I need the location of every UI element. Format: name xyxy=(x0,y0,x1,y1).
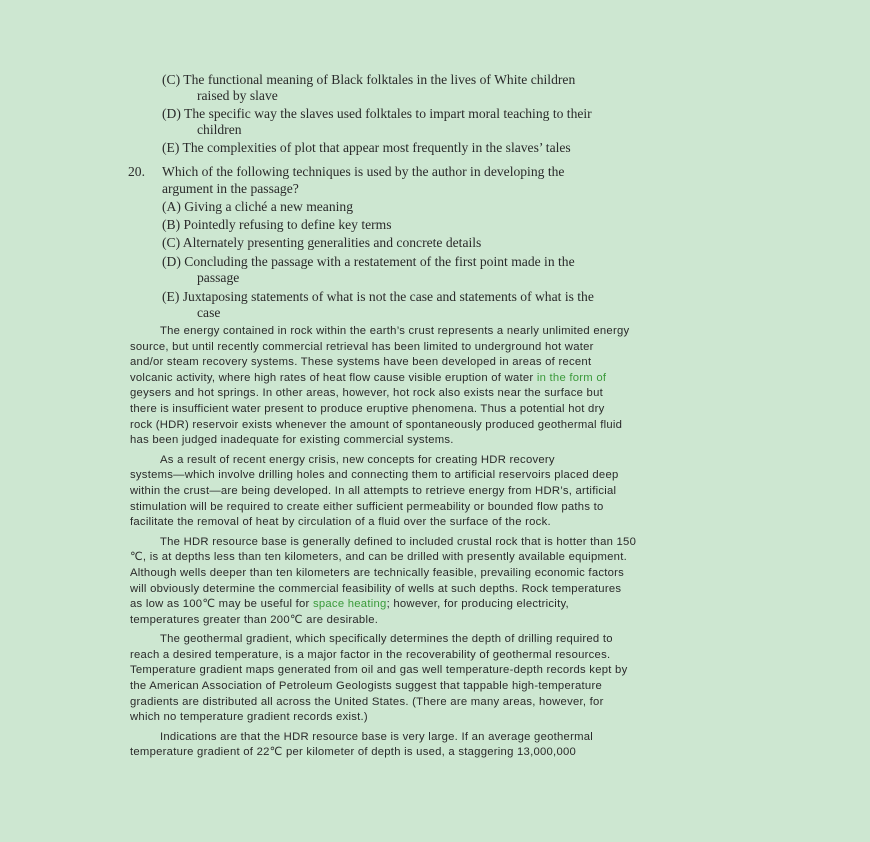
highlighted-phrase: space heating xyxy=(312,598,387,611)
passage-text: the American Association of Petroleum Geologists suggest that tappable high-temperature xyxy=(130,680,603,693)
passage-paragraph xyxy=(130,535,745,629)
option-label: (D) xyxy=(162,254,181,269)
passage-line xyxy=(130,468,745,484)
question-stem xyxy=(162,163,564,197)
passage-text: As a result of recent energy crisis, new concepts for creating HDR recovery xyxy=(160,453,555,466)
passage-line xyxy=(130,597,745,613)
prev-option-d xyxy=(162,106,592,138)
option-text-cont: children xyxy=(197,122,242,137)
passage-text: facilitate the removal of heat by circulation of a fluid over the surface of the rock. xyxy=(130,516,551,529)
passage-text: temperatures greater than 200℃ are desirable. xyxy=(130,613,379,626)
passage-text: geysers and hot springs. In other areas, however, hot rock also exists near the surface but xyxy=(130,387,603,400)
passage-paragraph xyxy=(130,632,745,726)
reading-passage xyxy=(130,324,745,765)
passage-text: within the crust—are being developed. In all attempts to retrieve energy from HDR’s, artificial xyxy=(130,484,617,497)
passage-line xyxy=(130,535,745,551)
passage-text: The HDR resource base is generally defined to included crustal rock that is hotter than 150 xyxy=(160,535,637,548)
passage-line xyxy=(130,710,745,726)
passage-text: rock (HDR) reservoir exists whenever the amount of spontaneously produced geothermal fluid xyxy=(130,418,623,431)
option-text-cont: case xyxy=(197,305,221,320)
option-d[interactable] xyxy=(162,254,575,286)
passage-text: temperature gradient of 22℃ per kilometer of depth is used, a staggering 13,000,000 xyxy=(130,746,577,759)
highlighted-phrase: in the form of xyxy=(536,371,607,384)
passage-line xyxy=(130,745,745,761)
passage-text: as low as 100℃ may be useful for xyxy=(130,598,313,611)
option-label: (D) xyxy=(162,106,181,121)
question-text: Which of the following techniques is used by the author in developing the xyxy=(162,164,565,179)
option-text: Juxtaposing statements of what is not the case and statements of what is the xyxy=(182,289,594,304)
option-text: The specific way the slaves used folktales to impart moral teaching to their xyxy=(184,106,592,121)
passage-text: gradients are distributed all across the United States. (There are many areas, however, for xyxy=(130,695,604,708)
passage-text: source, but until recently commercial retrieval has been limited to underground hot water xyxy=(130,340,594,353)
passage-line xyxy=(130,324,745,340)
passage-line xyxy=(130,371,745,387)
option-a[interactable] xyxy=(162,199,353,215)
passage-line xyxy=(130,355,745,371)
passage-line xyxy=(130,550,745,566)
option-c[interactable] xyxy=(162,235,481,251)
passage-text: The energy contained in rock within the earth’s crust represents a nearly unlimited energy xyxy=(160,325,630,337)
passage-text: which no temperature gradient records exist.) xyxy=(130,711,368,724)
option-text-cont: passage xyxy=(197,270,240,285)
option-e[interactable] xyxy=(162,289,594,321)
passage-line xyxy=(130,648,745,664)
passage-text: will obviously determine the commercial feasibility of wells at such depths. Rock temperatures xyxy=(130,582,622,595)
passage-text: reach a desired temperature, is a major factor in the recoverability of geothermal resources. xyxy=(130,648,611,661)
option-label: (A) xyxy=(162,199,181,214)
passage-line xyxy=(130,418,745,434)
option-b[interactable] xyxy=(162,217,392,233)
passage-text: there is insufficient water present to produce eruptive phenomena. Thus a potential hot dry xyxy=(130,402,605,415)
option-label: (C) xyxy=(162,235,181,250)
passage-line xyxy=(130,663,745,679)
passage-line xyxy=(130,730,745,746)
option-text: Alternately presenting generalities and concrete details xyxy=(182,235,482,250)
passage-line xyxy=(130,566,745,582)
option-label: (B) xyxy=(162,217,181,232)
passage-text: has been judged inadequate for existing commercial systems. xyxy=(130,434,454,447)
question-number: 20. xyxy=(128,164,145,179)
passage-text: volcanic activity, where high rates of heat flow cause visible eruption of water xyxy=(130,371,537,384)
passage-line xyxy=(130,679,745,695)
passage-paragraph xyxy=(130,730,745,761)
prev-option-c xyxy=(162,72,575,104)
passage-line xyxy=(130,515,745,531)
question-text: argument in the passage? xyxy=(162,181,299,196)
passage-text: systems—which involve drilling holes and connecting them to artificial reservoirs placed deep xyxy=(130,469,619,482)
prev-option-e xyxy=(162,140,571,156)
passage-line xyxy=(130,695,745,711)
passage-paragraph xyxy=(130,324,745,449)
passage-text: stimulation will be required to create either sufficient permeability or bounded flow paths to xyxy=(130,500,604,513)
passage-line xyxy=(130,453,745,469)
passage-line xyxy=(130,613,745,629)
option-text: The functional meaning of Black folktales in the lives of White children xyxy=(183,72,576,87)
option-text: Giving a cliché a new meaning xyxy=(184,199,354,214)
passage-line xyxy=(130,340,745,356)
passage-text: ; however, for producing electricity, xyxy=(386,598,569,611)
passage-line xyxy=(130,402,745,418)
passage-line xyxy=(130,632,745,648)
option-text-cont: raised by slave xyxy=(197,88,278,103)
passage-text: and/or steam recovery systems. These systems have been developed in areas of recent xyxy=(130,356,592,369)
option-text: The complexities of plot that appear most frequently in the slaves’ tales xyxy=(182,140,571,155)
passage-text: Indications are that the HDR resource base is very large. If an average geothermal xyxy=(160,730,594,743)
option-label: (E) xyxy=(162,140,180,155)
passage-line xyxy=(130,433,745,449)
passage-line xyxy=(130,582,745,598)
passage-line xyxy=(130,500,745,516)
option-text: Concluding the passage with a restatement of the first point made in the xyxy=(184,254,575,269)
passage-line xyxy=(130,386,745,402)
passage-paragraph xyxy=(130,453,745,531)
option-label: (C) xyxy=(162,72,181,87)
passage-line xyxy=(130,484,745,500)
passage-text: The geothermal gradient, which specifically determines the depth of drilling required to xyxy=(160,633,613,646)
option-label: (E) xyxy=(162,289,180,304)
passage-text: Although wells deeper than ten kilometers are technically feasible, prevailing economic factors xyxy=(130,566,625,579)
passage-text: Temperature gradient maps generated from oil and gas well temperature-depth records kept by xyxy=(130,664,628,677)
option-text: Pointedly refusing to define key terms xyxy=(183,217,392,232)
passage-text: ℃, is at depths less than ten kilometers, and can be drilled with presently available equipment. xyxy=(130,551,627,564)
